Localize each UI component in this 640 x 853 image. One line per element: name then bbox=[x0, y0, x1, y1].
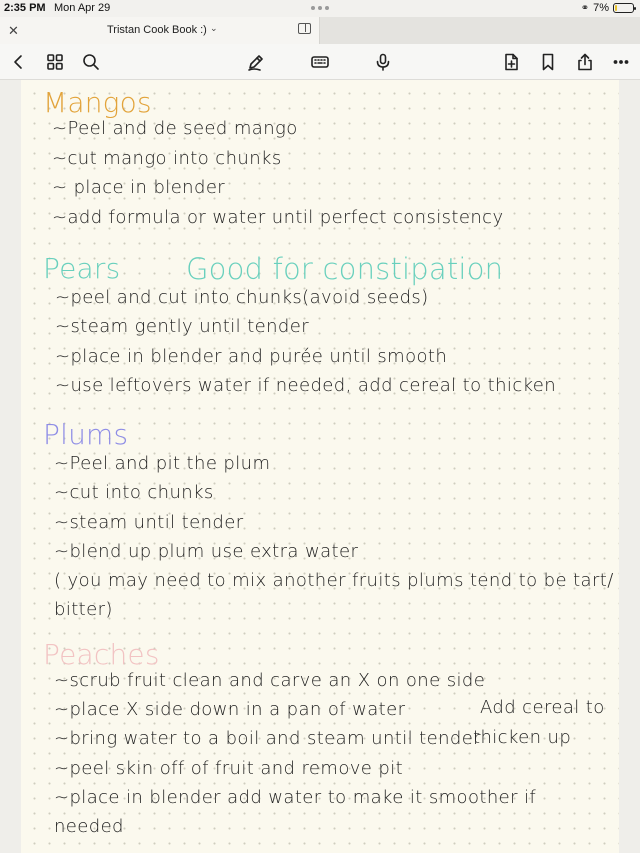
note-page[interactable] bbox=[21, 80, 619, 853]
canvas-area[interactable] bbox=[0, 80, 640, 853]
peaches-side-note-2: thicken up bbox=[473, 727, 572, 748]
peaches-line-4: ~peel skin off of fruit and remove pit bbox=[54, 758, 404, 779]
pears-note: Good for constipation bbox=[186, 252, 504, 286]
pen-icon bbox=[246, 52, 266, 72]
tab-bar bbox=[0, 17, 640, 44]
mangos-line-2: ~cut mango into chunks bbox=[52, 148, 282, 169]
battery-percent: 7% bbox=[593, 2, 609, 14]
add-page-button[interactable] bbox=[500, 51, 522, 73]
plums-line-1: ~Peel and pit the plum bbox=[54, 453, 271, 474]
more-icon bbox=[611, 52, 631, 72]
chevron-left-icon bbox=[8, 52, 28, 72]
search-icon bbox=[81, 52, 101, 72]
bookmark-button[interactable] bbox=[537, 51, 559, 73]
share-icon bbox=[575, 52, 595, 72]
battery-fill bbox=[615, 5, 617, 11]
pears-line-4: ~use leftovers water if needed, add cereal to thicken bbox=[55, 375, 557, 396]
keyboard-icon bbox=[310, 52, 330, 72]
dictation-button[interactable] bbox=[372, 51, 394, 73]
pears-heading: Pears bbox=[43, 252, 121, 285]
microphone-icon bbox=[373, 52, 393, 72]
plums-line-5: ( you may need to mix another fruits plums tend to be tart/ bbox=[54, 570, 614, 591]
tab-title: Tristan Cook Book :) bbox=[107, 24, 207, 36]
bookmark-icon bbox=[538, 52, 558, 72]
status-bar bbox=[0, 0, 640, 17]
battery-icon bbox=[613, 3, 634, 13]
status-time: 2:35 PM bbox=[4, 2, 46, 14]
pen-tool-button[interactable] bbox=[245, 51, 267, 73]
grid-icon bbox=[45, 52, 65, 72]
plums-line-3: ~steam until tender bbox=[54, 512, 244, 533]
more-button[interactable] bbox=[610, 51, 632, 73]
add-page-icon bbox=[501, 52, 521, 72]
document-tab[interactable] bbox=[0, 17, 320, 44]
plums-heading: Plums bbox=[43, 418, 129, 451]
search-button[interactable] bbox=[80, 51, 102, 73]
share-button[interactable] bbox=[574, 51, 596, 73]
chevron-down-icon[interactable]: ⌄ bbox=[210, 23, 218, 33]
thumbnails-button[interactable] bbox=[44, 51, 66, 73]
peaches-line-1: ~scrub fruit clean and carve an X on one side bbox=[54, 670, 486, 691]
pears-line-2: ~steam gently until tender bbox=[55, 316, 310, 337]
plums-line-4: ~blend up plum use extra water bbox=[54, 541, 359, 562]
plums-line-6: bitter) bbox=[54, 599, 113, 620]
toolbar bbox=[0, 44, 640, 80]
mangos-line-4: ~add formula or water until perfect consistency bbox=[52, 207, 504, 228]
mangos-line-1: ~Peel and de seed mango bbox=[52, 118, 298, 139]
peaches-heading: Peaches bbox=[43, 638, 160, 671]
peaches-line-2: ~place X side down in a pan of water bbox=[54, 699, 406, 720]
pears-line-3: ~place in blender and purée until smooth bbox=[55, 346, 448, 367]
peaches-side-note-1: Add cereal to bbox=[480, 697, 605, 718]
back-button[interactable] bbox=[7, 51, 29, 73]
mangos-heading: Mangos bbox=[43, 86, 152, 119]
split-view-icon[interactable] bbox=[298, 23, 311, 34]
peaches-line-3: ~bring water to a boil and steam until tender bbox=[54, 728, 481, 749]
plums-line-2: ~cut into chunks bbox=[54, 482, 214, 503]
status-date: Mon Apr 29 bbox=[54, 2, 111, 14]
mangos-line-3: ~ place in blender bbox=[52, 177, 226, 198]
peaches-line-6: needed bbox=[54, 816, 124, 837]
multitasking-dots-icon[interactable] bbox=[311, 6, 329, 10]
peaches-line-5: ~place in blender add water to make it smoother if bbox=[54, 787, 537, 808]
pears-line-1: ~peel and cut into chunks(avoid seeds) bbox=[55, 287, 429, 308]
close-tab-icon[interactable]: ✕ bbox=[8, 23, 19, 38]
keyboard-button[interactable] bbox=[309, 51, 331, 73]
status-right bbox=[581, 2, 634, 14]
headphones-icon: ⚭ bbox=[580, 2, 590, 14]
